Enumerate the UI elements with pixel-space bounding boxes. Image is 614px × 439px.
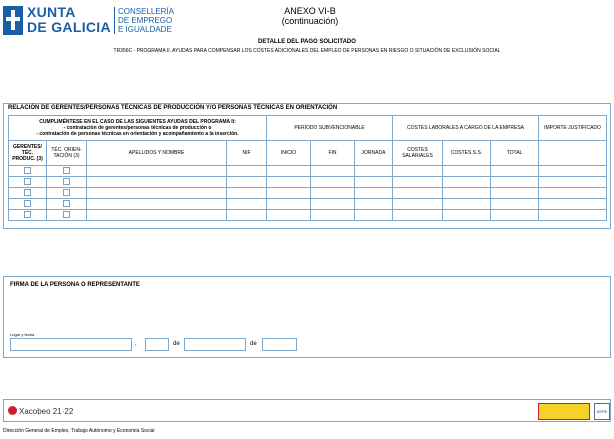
table-cell-input[interactable] (311, 210, 355, 221)
program-subtitle: TR356C - PROGRAMA II. AYUDAS PARA COMPENSAR LOS COSTES ADICIONALES DEL EMPLEO DE PERSONAS EN RIESGO O SITUACIÓN DE EXCLUSIÓN SOCIAL (113, 48, 501, 54)
place-date-label: Lugar y fecha (10, 332, 35, 337)
col-gerentes: GERENTES/ TÉC. PRODUC. (3) (9, 141, 47, 166)
table-cell-input[interactable] (393, 166, 443, 177)
table-cell-input[interactable] (355, 188, 393, 199)
table-cell-input[interactable] (491, 177, 539, 188)
table-row (9, 199, 607, 210)
table-cell-input[interactable] (491, 199, 539, 210)
relation-rows (9, 166, 607, 221)
table-cell-input[interactable] (539, 188, 607, 199)
table-cell-input[interactable] (355, 210, 393, 221)
checkbox[interactable] (63, 167, 70, 174)
detail-title: DETALLE DEL PAGO SOLICITADO (258, 39, 356, 45)
spain-government-logo (538, 403, 590, 420)
table-cell-input[interactable] (539, 166, 607, 177)
table-cell-input[interactable] (311, 166, 355, 177)
table-cell-input[interactable] (393, 210, 443, 221)
table-cell-input[interactable] (355, 177, 393, 188)
orientacion-checkbox-cell[interactable] (47, 177, 87, 188)
table-cell-input[interactable] (539, 199, 607, 210)
de-separator-2: de (250, 341, 257, 347)
table-cell-input[interactable] (311, 177, 355, 188)
signature-title: FIRMA DE LA PERSONA O REPRESENTANTE (10, 282, 140, 288)
table-cell-input[interactable] (539, 177, 607, 188)
xunta-flag-icon (3, 6, 23, 35)
table-cell-input[interactable] (267, 166, 311, 177)
comma-separator: , (135, 341, 137, 347)
footer-band (3, 399, 611, 422)
relation-panel (3, 103, 611, 229)
table-cell-input[interactable] (443, 210, 491, 221)
table-cell-input[interactable] (227, 177, 267, 188)
table-cell-input[interactable] (491, 210, 539, 221)
orientacion-checkbox-cell[interactable] (47, 199, 87, 210)
table-row (9, 166, 607, 177)
table-cell-input[interactable] (355, 199, 393, 210)
direction-footer: Dirección General de Empleo, Trabajo Autónomo y Economía Social (3, 428, 155, 434)
annex-title: ANEXO VI-B (284, 6, 336, 16)
col-jornada: JORNADA (355, 141, 393, 166)
checkbox[interactable] (63, 211, 70, 218)
orientacion-checkbox-cell[interactable] (47, 210, 87, 221)
checkbox[interactable] (24, 189, 31, 196)
xunta-logo (3, 5, 111, 37)
table-cell-input[interactable] (355, 166, 393, 177)
col-orientacion: TÉC. ORIEN- TACIÓN (3) (47, 141, 87, 166)
sepe-logo: SEPE (594, 403, 610, 420)
checkbox[interactable] (24, 178, 31, 185)
table-row (9, 177, 607, 188)
annex-heading (260, 6, 360, 26)
col-total: TOTAL (491, 141, 539, 166)
table-cell-input[interactable] (227, 188, 267, 199)
place-input[interactable] (10, 338, 132, 351)
table-cell-input[interactable] (539, 210, 607, 221)
table-cell-input[interactable] (87, 199, 227, 210)
checkbox[interactable] (24, 211, 31, 218)
col-costes-ss: COSTES S.S. (443, 141, 491, 166)
table-cell-input[interactable] (87, 210, 227, 221)
table-cell-input[interactable] (267, 188, 311, 199)
orientacion-checkbox-cell[interactable] (47, 188, 87, 199)
table-cell-input[interactable] (311, 199, 355, 210)
table-cell-input[interactable] (267, 210, 311, 221)
annex-subtitle: (continuación) (281, 16, 339, 26)
period-group-header: PERÍODO SUBVENCIONABLE (267, 116, 393, 141)
col-importe (539, 141, 607, 166)
month-input[interactable] (184, 338, 246, 351)
col-inicio: INICIO (267, 141, 311, 166)
checkbox[interactable] (63, 189, 70, 196)
gerentes-checkbox-cell[interactable] (9, 210, 47, 221)
table-cell-input[interactable] (443, 166, 491, 177)
table-cell-input[interactable] (267, 199, 311, 210)
conselleria-label: CONSELLERÍA DE EMPREGO E IGUALDADE (114, 7, 174, 34)
xacobeo-icon (8, 406, 17, 415)
col-nif: NIF (227, 141, 267, 166)
gerentes-checkbox-cell[interactable] (9, 188, 47, 199)
costs-group-header: COSTES LABORALES A CARGO DE LA EMPRESA (393, 116, 539, 141)
col-apellidos: APELLIDOS Y NOMBRE (87, 141, 227, 166)
table-cell-input[interactable] (227, 166, 267, 177)
table-cell-input[interactable] (491, 166, 539, 177)
gerentes-checkbox-cell[interactable] (9, 199, 47, 210)
checkbox[interactable] (63, 200, 70, 207)
table-cell-input[interactable] (87, 166, 227, 177)
orientacion-checkbox-cell[interactable] (47, 166, 87, 177)
signature-panel (3, 276, 611, 358)
table-cell-input[interactable] (491, 188, 539, 199)
checkbox[interactable] (63, 178, 70, 185)
table-row (9, 188, 607, 199)
table-cell-input[interactable] (87, 177, 227, 188)
relation-table (8, 115, 607, 221)
table-cell-input[interactable] (393, 177, 443, 188)
de-separator-1: de (173, 341, 180, 347)
table-cell-input[interactable] (87, 188, 227, 199)
day-input[interactable] (145, 338, 169, 351)
xunta-wordmark: XUNTA DE GALICIA (27, 4, 111, 35)
table-row (9, 210, 607, 221)
gerentes-checkbox-cell[interactable] (9, 166, 47, 177)
instructions-header: CUMPLIMÉNTESE EN EL CASO DE LAS SIGUIENTES AYUDAS DEL PROGRAMA II: - contratación de gerentes/personas técnicas de producción o - contratación de personas técnicas en orientación y acompañamiento a la inserción. (9, 116, 267, 141)
table-cell-input[interactable] (393, 188, 443, 199)
col-fin: FIN (311, 141, 355, 166)
relation-title: RELACIÓN DE GERENTES/PERSONAS TÉCNICAS DE PRODUCCIÓN Y/O PERSONAS TÉCNICAS EN ORIENTACIÓN (8, 105, 338, 111)
amount-group-header: IMPORTE JUSTIFICADO (539, 116, 607, 141)
table-cell-input[interactable] (443, 199, 491, 210)
year-input[interactable] (262, 338, 297, 351)
checkbox[interactable] (24, 200, 31, 207)
table-cell-input[interactable] (443, 188, 491, 199)
table-cell-input[interactable] (311, 188, 355, 199)
table-cell-input[interactable] (227, 199, 267, 210)
xacobeo-logo: Xacobeo 21·22 (8, 406, 73, 416)
col-costes-salariales: COSTES SALARIALES (393, 141, 443, 166)
table-cell-input[interactable] (393, 199, 443, 210)
table-cell-input[interactable] (227, 210, 267, 221)
gerentes-checkbox-cell[interactable] (9, 177, 47, 188)
table-cell-input[interactable] (267, 177, 311, 188)
checkbox[interactable] (24, 167, 31, 174)
table-cell-input[interactable] (443, 177, 491, 188)
